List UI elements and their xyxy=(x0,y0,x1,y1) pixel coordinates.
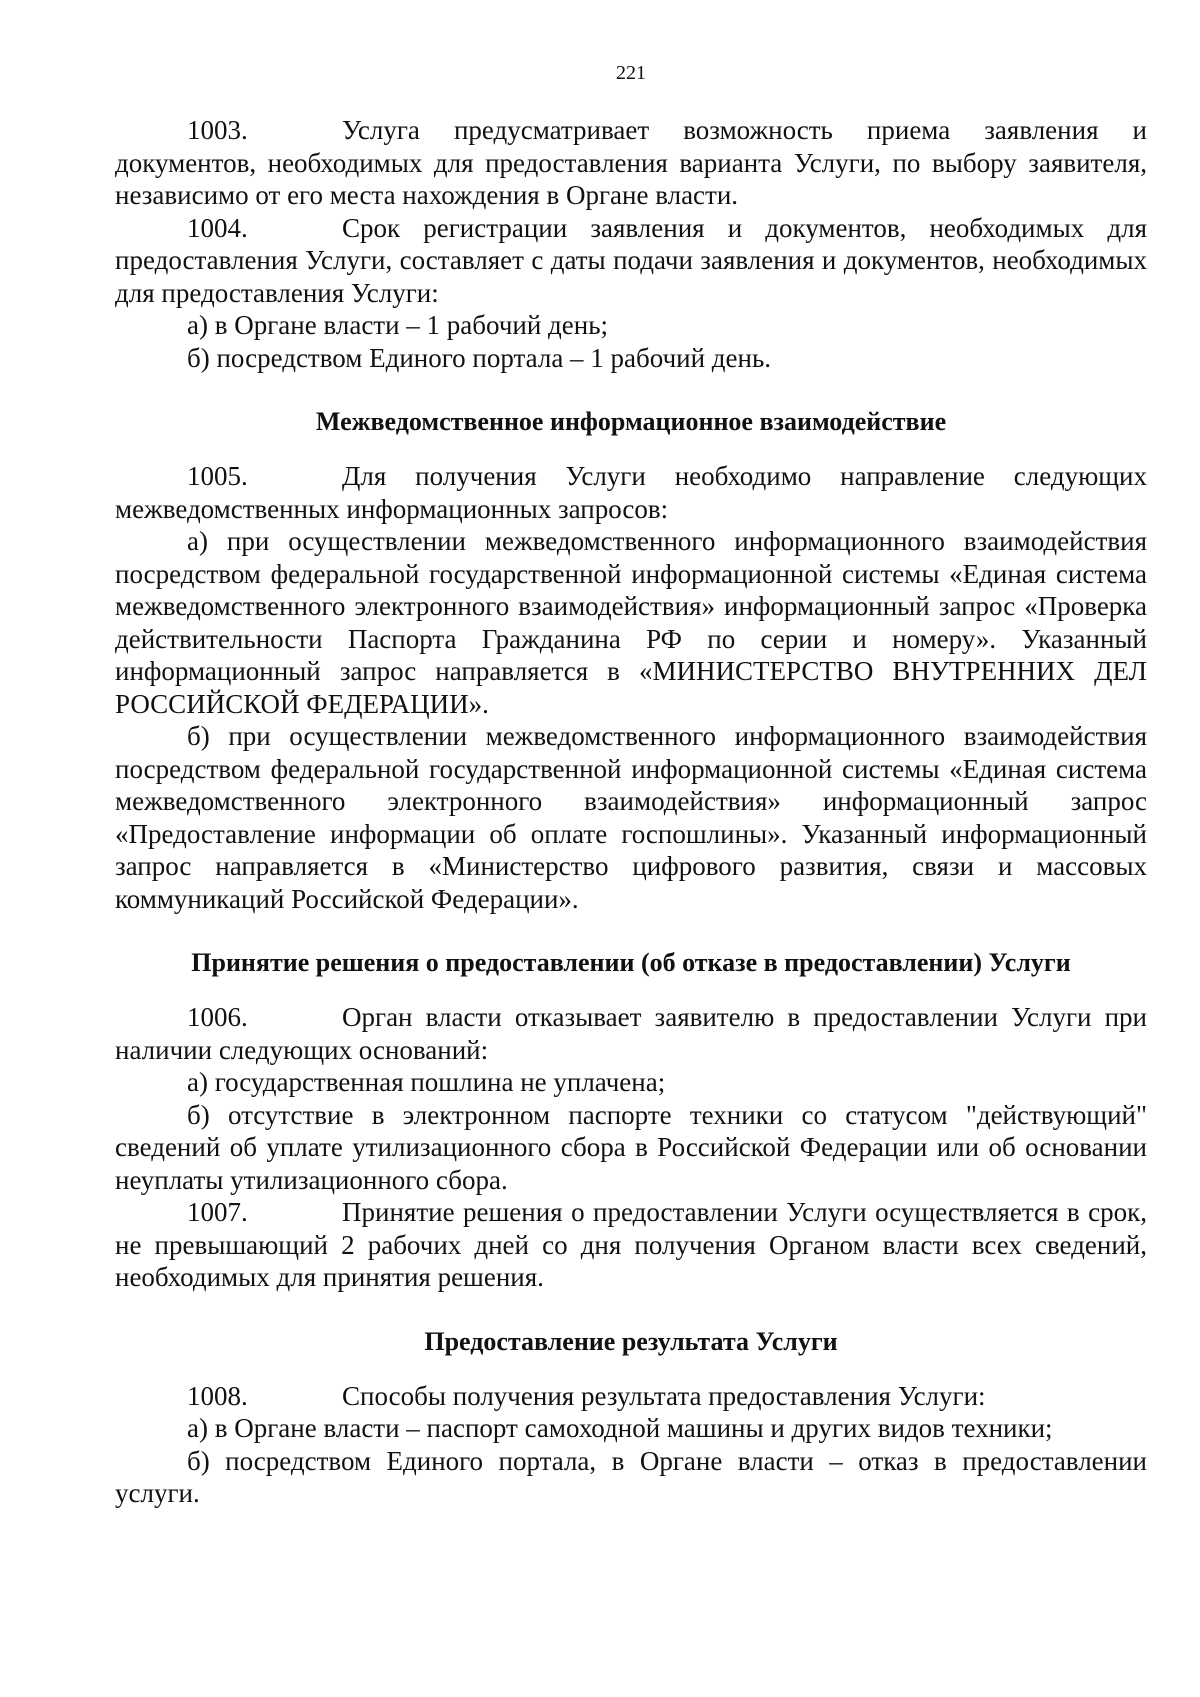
list-item-1006-b: б) отсутствие в электронном паспорте техники со статусом "действующий" сведений об уплате утилизационного сбора в Российской Федерации или об основании неуплаты утилизационного сбора. xyxy=(115,1099,1147,1195)
section-heading-result: Предоставление результата Услуги xyxy=(424,1326,838,1356)
paragraph-number: 1004. xyxy=(187,212,248,243)
paragraph-number: 1005. xyxy=(187,461,248,491)
page-number: 221 xyxy=(616,62,646,84)
paragraph-1006 xyxy=(115,1001,1147,1066)
document-page xyxy=(115,60,1147,1510)
section-heading-interagency: Межведомственное информационное взаимодействие xyxy=(315,407,947,436)
paragraph-1005 xyxy=(115,460,1147,525)
list-item-1004-a: а) в Органе власти – 1 рабочий день; xyxy=(187,310,609,340)
paragraph-text: Для получения Услуги необходимо направление следующих межведомственных информационных запросов: xyxy=(115,461,1147,524)
paragraph-1007 xyxy=(115,1196,1147,1294)
paragraph-number: 1008. xyxy=(187,1380,248,1411)
section-heading-decision: Принятие решения о предоставлении (об отказе в предоставлении) Услуги xyxy=(191,948,1071,977)
paragraph-text: Срок регистрации заявления и документов, необходимых для предоставления Услуги, составляет с даты подачи заявления и документов, необходимых для предоставления Услуги: xyxy=(115,212,1147,308)
list-item-1008-b: б) посредством Единого портала, в Органе власти – отказ в предоставлении услуги. xyxy=(115,1445,1147,1508)
paragraph-1003 xyxy=(115,114,1147,212)
paragraph-number: 1007. xyxy=(187,1197,248,1227)
paragraph-1004 xyxy=(115,212,1147,310)
list-item-1008-a: а) в Органе власти – паспорт самоходной машины и других видов техники; xyxy=(187,1413,1053,1443)
paragraph-text: Орган власти отказывает заявителю в предоставлении Услуги при наличии следующих оснований: xyxy=(115,1002,1147,1065)
paragraph-number: 1006. xyxy=(187,1002,248,1032)
list-item-1005-a: а) при осуществлении межведомственного информационного взаимодействия посредством федеральной государственной информационной системы «Единая система межведомственного электронного взаимодействия» информационный запрос «Проверка действительности Паспорта Гражданина РФ по серии и номеру». Указанный информационный запрос направляется в «МИНИСТЕРСТВО ВНУТРЕННИХ ДЕЛ РОССИЙСКОЙ ФЕДЕРАЦИИ». xyxy=(115,526,1147,719)
paragraph-number: 1003. xyxy=(187,115,248,145)
list-item-1006-a: а) государственная пошлина не уплачена; xyxy=(187,1067,666,1097)
list-item-1005-b: б) при осуществлении межведомственного информационного взаимодействия посредством федеральной государственной информационной системы «Единая система межведомственного электронного взаимодействия» информационный запрос «Предоставление информации об оплате госпошлины». Указанный информационный запрос направляется в «Министерство цифрового развития, связи и массовых коммуникаций Российской Федерации». xyxy=(115,721,1147,914)
list-item-1004-b: б) посредством Единого портала – 1 рабочий день. xyxy=(187,342,772,373)
paragraph-text: Принятие решения о предоставлении Услуги осуществляется в срок, не превышающий 2 рабочих дней со дня получения Органом власти всех сведений, необходимых для принятия решения. xyxy=(115,1197,1147,1292)
paragraph-1008 xyxy=(115,1380,1147,1413)
paragraph-text: Услуга предусматривает возможность приема заявления и документов, необходимых для предоставления варианта Услуги, по выбору заявителя, независимо от его места нахождения в Органе власти. xyxy=(115,115,1147,210)
paragraph-text: Способы получения результата предоставления Услуги: xyxy=(342,1380,986,1411)
